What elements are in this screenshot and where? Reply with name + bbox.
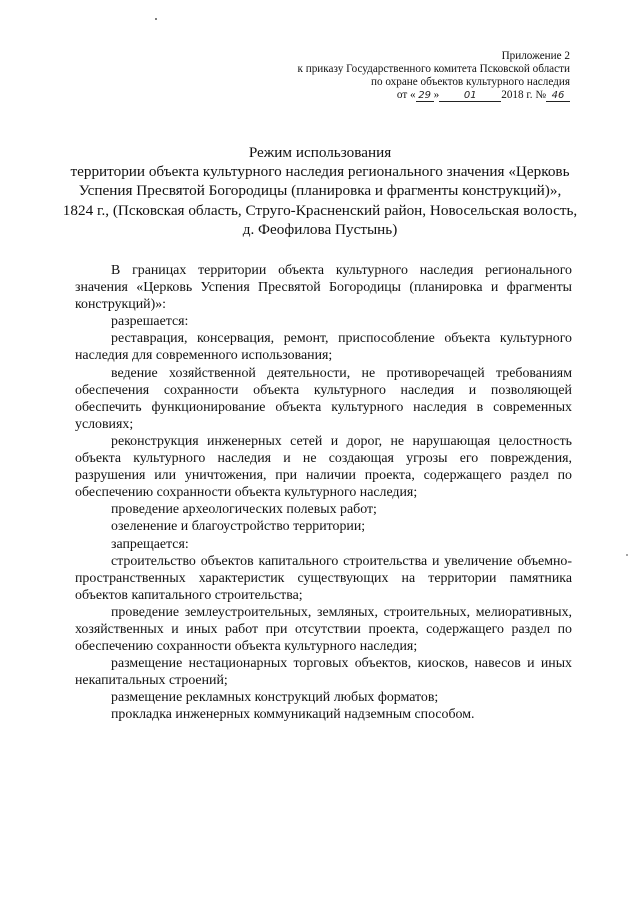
- annex-order-ref: к приказу Государственного комитета Псковской области: [297, 63, 570, 75]
- date-month: 01: [439, 90, 501, 102]
- prohibited-heading: запрещается:: [111, 536, 189, 552]
- title-line: территории объекта культурного наследия регионального значения «Церковь: [70, 163, 570, 181]
- date-day: 29: [416, 90, 434, 102]
- body-paragraph: прокладка инженерных коммуникаций надземным способом.: [111, 707, 475, 723]
- body-paragraph: размещение рекламных конструкций любых форматов;: [111, 690, 439, 706]
- title-line: Успения Пресвятой Богородицы (планировка и фрагменты конструкций)»,: [78, 182, 562, 200]
- date-mid: »: [433, 89, 440, 101]
- title-line: д. Феофилова Пустынь): [242, 220, 398, 238]
- scan-speck: [155, 18, 157, 20]
- title-line: Режим использования: [248, 144, 392, 161]
- body-paragraph: проведение землеустроительных, земляных, строительных, мелиоративных, хозяйственных и иных работ при отсутствии проекта, содержащего раздел по обеспечению сохранности объекта культурного наследия;: [75, 604, 572, 655]
- body-paragraph: В границах территории объекта культурного наследия регионального значения «Церковь Успения Пресвятой Богородицы (планировка и фрагменты конструкций)»:: [75, 263, 572, 313]
- annex-committee: по охране объектов культурного наследия: [370, 76, 570, 88]
- date-prefix: от «: [396, 89, 416, 101]
- document-body: [75, 262, 572, 724]
- annex-number: Приложение 2: [501, 50, 570, 62]
- body-paragraph: реставрация, консервация, ремонт, приспособление объекта культурного наследия для современного использования;: [75, 331, 572, 364]
- scan-speck: [626, 554, 628, 556]
- body-paragraph: строительство объектов капитального строительства и увеличение объемно-пространственных характеристик существующих на территории памятника объектов капитального строительства;: [75, 553, 572, 603]
- annex-header: [210, 50, 570, 102]
- permitted-heading: разрешается:: [111, 314, 189, 330]
- annex-date-line: [210, 89, 570, 102]
- date-year: 2018 г. №: [501, 89, 546, 101]
- body-paragraph: размещение нестационарных торговых объектов, киосков, навесов и иных некапитальных строений;: [75, 656, 572, 689]
- body-paragraph: озеленение и благоустройство территории;: [111, 519, 366, 535]
- body-paragraph: ведение хозяйственной деятельности, не противоречащей требованиям обеспечения сохранности объекта культурного наследия и позволяющей обеспечить функционирование объекта культурного наследия в современных условиях;: [75, 365, 572, 432]
- title-line: 1824 г., (Псковская область, Струго-Красненский район, Новосельская волость,: [62, 201, 578, 219]
- document-title: [60, 143, 580, 239]
- body-paragraph: реконструкция инженерных сетей и дорог, не нарушающая целостность объекта культурного наследия и не создающая угрозы его повреждения, разрушения или уничтожения, при наличии проекта, содержащего раздел по обеспечению сохранности объекта культурного наследия;: [75, 433, 572, 501]
- body-paragraph: проведение археологических полевых работ;: [111, 502, 377, 518]
- order-number: 46: [546, 90, 570, 102]
